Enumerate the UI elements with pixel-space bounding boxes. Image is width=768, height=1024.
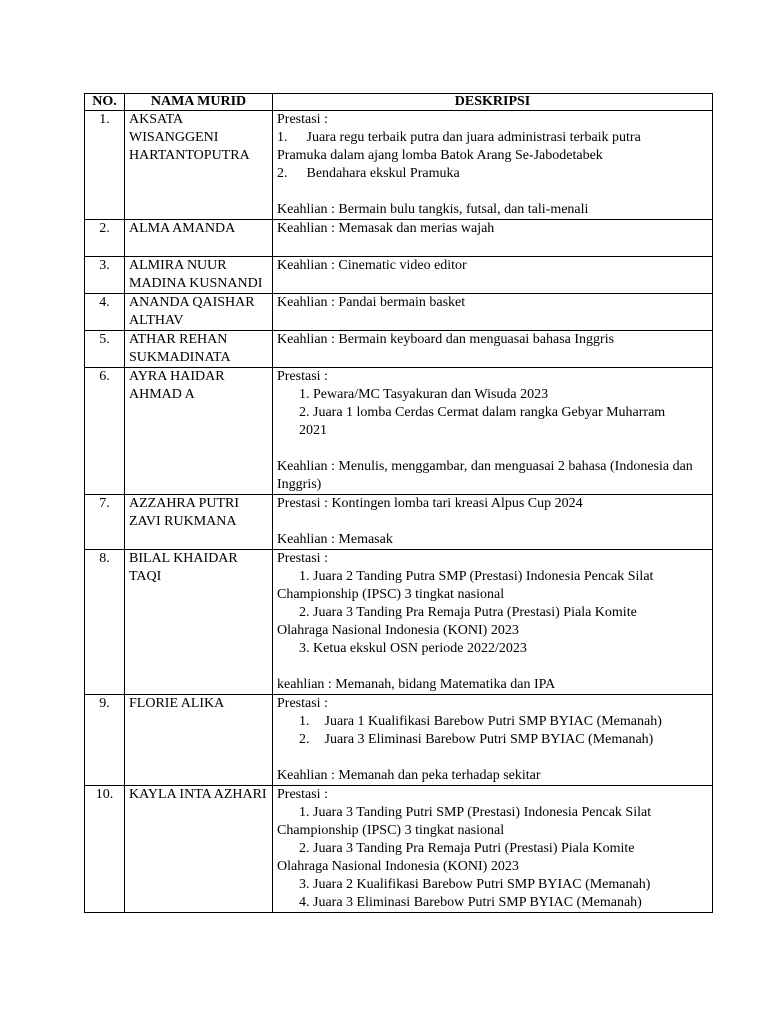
description-cell — [273, 368, 713, 495]
item-text: Juara 3 Eliminasi Barebow Putri SMP BYIAC (Memanah) — [324, 732, 654, 747]
item-continuation: Championship (IPSC) 3 tingkat nasional — [277, 823, 505, 838]
prestasi-label: Prestasi : Kontingen lomba tari kreasi Alpus Cup 2024 — [277, 496, 583, 511]
prestasi-label: Prestasi : — [277, 551, 328, 566]
keahlian-text: Keahlian : Pandai bermain basket — [277, 295, 466, 310]
achievement-item: 1. Juara 3 Tanding Putri SMP (Prestasi) Indonesia Pencak Silat — [299, 805, 652, 820]
keahlian-text: Keahlian : Bermain bulu tangkis, futsal, dan tali-menali — [277, 202, 589, 217]
row-number: 1. — [85, 111, 125, 220]
item-continuation: Pramuka dalam ajang lomba Batok Arang Se-Jabodetabek — [277, 148, 603, 163]
achievement-item — [277, 713, 708, 731]
keahlian-text: Keahlian : Memasak — [277, 532, 393, 547]
achievement-item: 4. Juara 3 Eliminasi Barebow Putri SMP BYIAC (Memanah) — [299, 895, 642, 910]
student-name: AZZAHRA PUTRI ZAVI RUKMANA — [125, 495, 273, 550]
table-row — [85, 695, 713, 786]
spacer — [277, 513, 708, 531]
row-number: 6. — [85, 368, 125, 495]
row-number: 8. — [85, 550, 125, 695]
achievement-item: 3. Ketua ekskul OSN periode 2022/2023 — [299, 641, 527, 656]
student-name: ATHAR REHAN SUKMADINATA — [125, 331, 273, 368]
achievement-item — [277, 129, 708, 147]
student-name: AYRA HAIDAR AHMAD A — [125, 368, 273, 495]
table-row — [85, 786, 713, 913]
prestasi-label: Prestasi : — [277, 112, 328, 127]
achievement-item: 2. Juara 1 lomba Cerdas Cermat dalam rangka Gebyar Muharram — [299, 405, 666, 420]
prestasi-label: Prestasi : — [277, 696, 328, 711]
spacer — [277, 238, 708, 256]
description-cell — [273, 331, 713, 368]
prestasi-label: Prestasi : — [277, 787, 328, 802]
row-number: 5. — [85, 331, 125, 368]
item-number: 1. — [277, 130, 288, 145]
description-cell — [273, 695, 713, 786]
keahlian-text: Keahlian : Memasak dan merias wajah — [277, 221, 495, 236]
student-name: FLORIE ALIKA — [125, 695, 273, 786]
table-row — [85, 111, 713, 220]
item-continuation: 2021 — [299, 423, 327, 438]
header-no: NO. — [85, 94, 125, 111]
header-nama-murid: NAMA MURID — [125, 94, 273, 111]
keahlian-text: keahlian : Memanah, bidang Matematika dan IPA — [277, 677, 556, 692]
description-cell — [273, 294, 713, 331]
keahlian-text: Keahlian : Memanah dan peka terhadap sekitar — [277, 768, 541, 783]
achievement-item: 3. Juara 2 Kualifikasi Barebow Putri SMP BYIAC (Memanah) — [299, 877, 651, 892]
spacer — [277, 440, 708, 458]
spacer — [277, 749, 708, 767]
description-cell — [273, 220, 713, 257]
achievement-item: 1. Pewara/MC Tasyakuran dan Wisuda 2023 — [299, 387, 549, 402]
prestasi-label: Prestasi : — [277, 369, 328, 384]
achievement-item: 1. Juara 2 Tanding Putra SMP (Prestasi) Indonesia Pencak Silat — [299, 569, 654, 584]
achievement-item: 2. Juara 3 Tanding Pra Remaja Putri (Prestasi) Piala Komite — [299, 841, 635, 856]
item-continuation: Olahraga Nasional Indonesia (KONI) 2023 — [277, 859, 519, 874]
student-name: ALMA AMANDA — [125, 220, 273, 257]
achievement-item — [277, 165, 708, 183]
spacer — [277, 183, 708, 201]
achievement-item — [277, 731, 708, 749]
student-name: BILAL KHAIDAR TAQI — [125, 550, 273, 695]
item-text: Juara regu terbaik putra dan juara administrasi terbaik putra — [306, 130, 641, 145]
table-row — [85, 331, 713, 368]
student-table — [84, 93, 713, 913]
keahlian-text: Keahlian : Menulis, menggambar, dan menguasai 2 bahasa (Indonesia dan Inggris) — [277, 459, 693, 492]
table-row — [85, 368, 713, 495]
item-text: Juara 1 Kualifikasi Barebow Putri SMP BYIAC (Memanah) — [324, 714, 662, 729]
table-row — [85, 294, 713, 331]
table-row — [85, 495, 713, 550]
description-cell — [273, 257, 713, 294]
table-row — [85, 257, 713, 294]
item-continuation: Championship (IPSC) 3 tingkat nasional — [277, 587, 505, 602]
description-cell — [273, 111, 713, 220]
row-number: 2. — [85, 220, 125, 257]
item-number: 2. — [299, 732, 310, 747]
student-name: AKSATA WISANGGENI HARTANTOPUTRA — [125, 111, 273, 220]
item-continuation: Olahraga Nasional Indonesia (KONI) 2023 — [277, 623, 519, 638]
item-text: Bendahara ekskul Pramuka — [306, 166, 460, 181]
table-row — [85, 550, 713, 695]
student-name: KAYLA INTA AZHARI — [125, 786, 273, 913]
table-row — [85, 220, 713, 257]
row-number: 7. — [85, 495, 125, 550]
description-cell — [273, 550, 713, 695]
description-cell — [273, 495, 713, 550]
student-name: ALMIRA NUUR MADINA KUSNANDI — [125, 257, 273, 294]
description-cell — [273, 786, 713, 913]
item-number: 2. — [277, 166, 288, 181]
row-number: 3. — [85, 257, 125, 294]
row-number: 4. — [85, 294, 125, 331]
item-number: 1. — [299, 714, 310, 729]
keahlian-text: Keahlian : Cinematic video editor — [277, 258, 467, 273]
achievement-item: 2. Juara 3 Tanding Pra Remaja Putra (Prestasi) Piala Komite — [299, 605, 637, 620]
row-number: 9. — [85, 695, 125, 786]
table-header-row — [85, 94, 713, 111]
spacer — [277, 658, 708, 676]
keahlian-text: Keahlian : Bermain keyboard dan menguasai bahasa Inggris — [277, 332, 615, 347]
header-deskripsi: DESKRIPSI — [273, 94, 713, 111]
row-number: 10. — [85, 786, 125, 913]
student-name: ANANDA QAISHAR ALTHAV — [125, 294, 273, 331]
